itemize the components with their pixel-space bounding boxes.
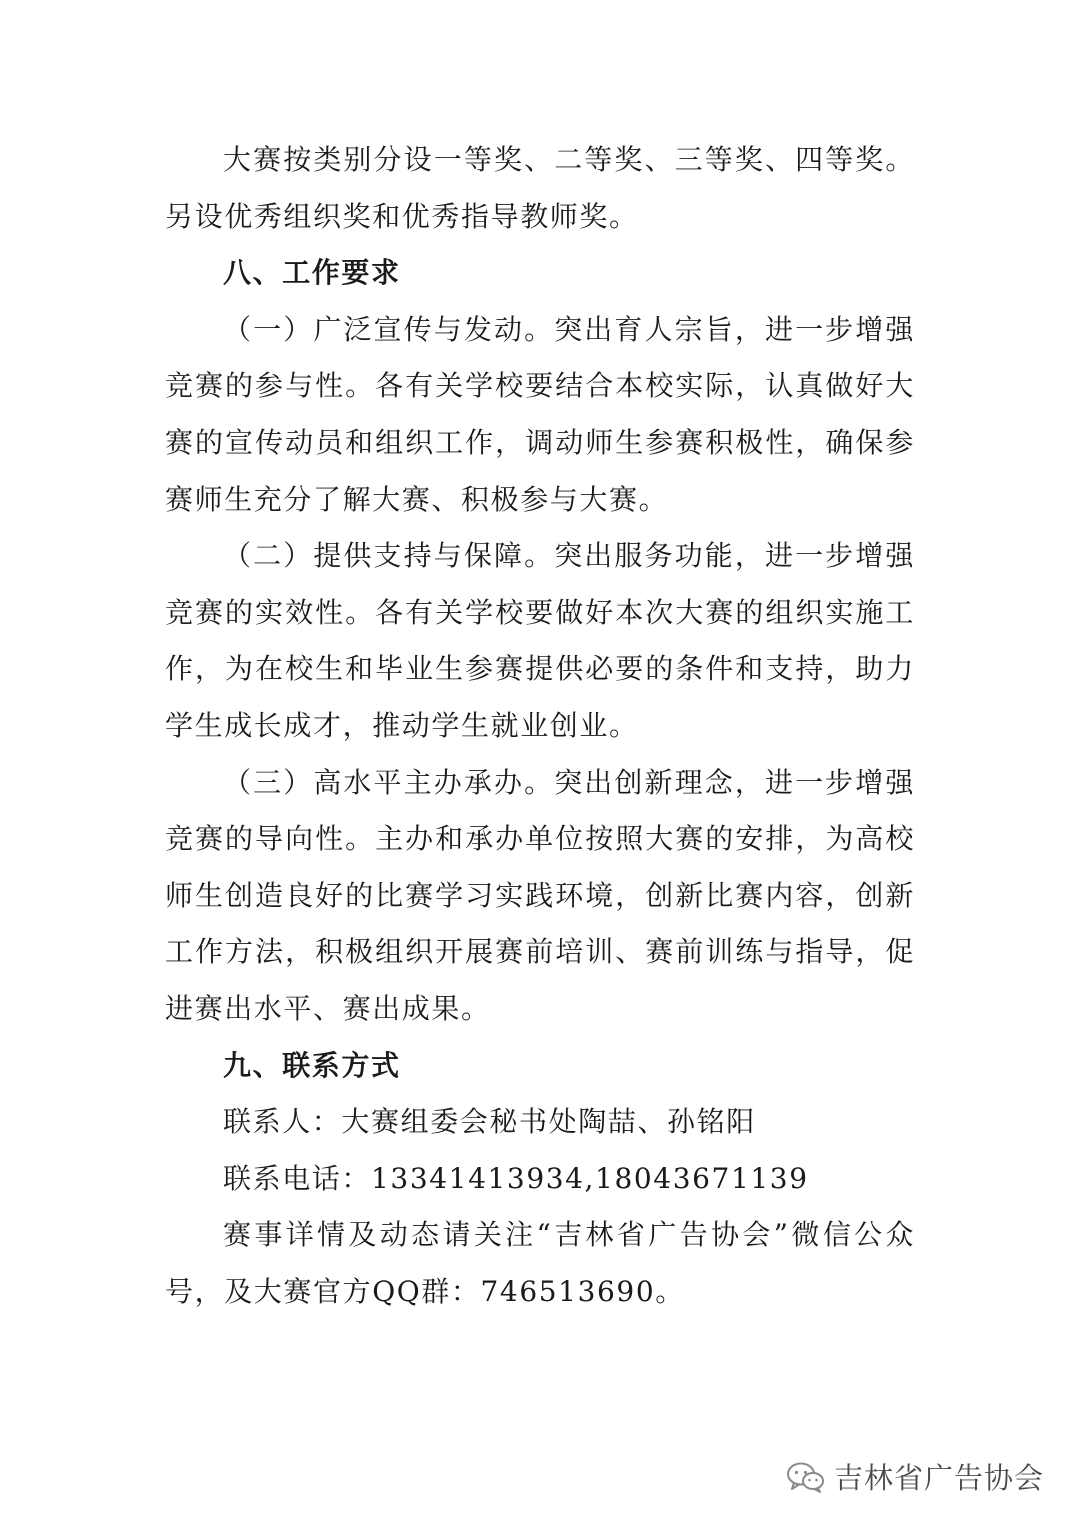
contact-details: 赛事详情及动态请关注“吉林省广告协会”微信公众号，及大赛官方QQ群：746513690。 [165,1218,915,1308]
contact-phone: 联系电话：13341413934,18043671139 [223,1161,809,1195]
requirement-paragraph-2: （二）提供支持与保障。突出服务功能，进一步增强竞赛的实效性。各有关学校要做好本次大赛的组织实施工作，为在校生和毕业生参赛提供必要的条件和支持，助力学生成长成才，推动学生就业创业。 [165,539,915,742]
watermark-text: 吉林省广告协会 [833,1461,1044,1495]
wechat-icon [786,1460,826,1494]
section-heading-contact: 九、联系方式 [223,1048,401,1082]
contact-person: 联系人：大赛组委会秘书处陶喆、孙铭阳 [223,1105,756,1139]
award-paragraph: 大赛按类别分设一等奖、二等奖、三等奖、四等奖。另设优秀组织奖和优秀指导教师奖。 [165,143,915,233]
wechat-watermark [786,1456,1044,1497]
section-heading-work-requirements: 八、工作要求 [223,256,401,290]
requirement-paragraph-3: （三）高水平主办承办。突出创新理念，进一步增强竞赛的导向性。主办和承办单位按照大赛的安排，为高校师生创造良好的比赛学习实践环境，创新比赛内容，创新工作方法，积极组织开展赛前培训、赛前训练与指导，促进赛出水平、赛出成果。 [165,765,915,1025]
requirement-paragraph-1: （一）广泛宣传与发动。突出育人宗旨，进一步增强竞赛的参与性。各有关学校要结合本校实际，认真做好大赛的宣传动员和组织工作，调动师生参赛积极性，确保参赛师生充分了解大赛、积极参与大赛。 [165,312,915,516]
document-body [165,132,915,1320]
